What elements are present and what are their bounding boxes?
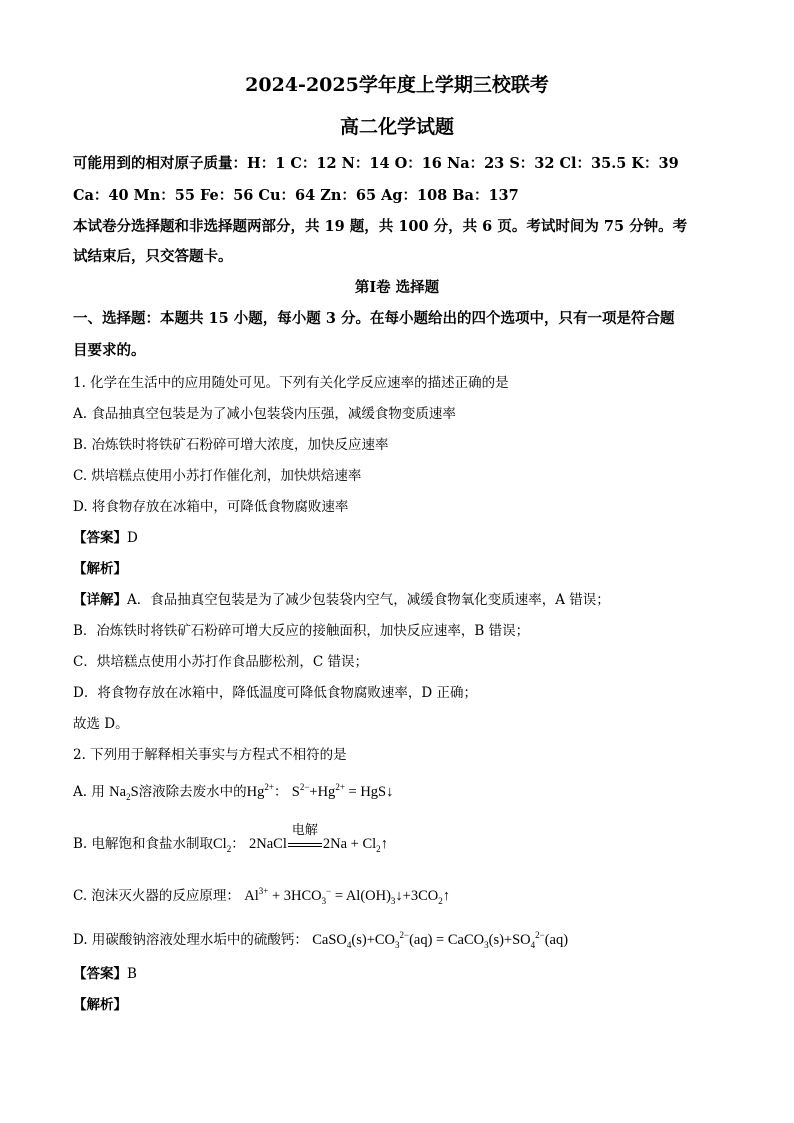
q2-option-a-equation: $S^{2-}+Hg^{2+}$ = HgS↓	[291, 782, 394, 800]
answer-value: B	[127, 966, 137, 982]
exam-title: 2024-2025学年度上学期三校联考	[245, 74, 549, 96]
notice-line2: 试结束后，只交答题卡。	[73, 248, 233, 265]
q2-option-a-reagent: $Na_2S$	[109, 784, 139, 802]
answer-value: D	[127, 530, 138, 546]
q1-option-b: B. 冶炼铁时将铁矿石粉碎可增大浓度，加快反应速率	[73, 437, 389, 453]
q1-detail-a	[73, 588, 610, 608]
analysis-tag: 【解析】	[73, 561, 127, 577]
answer-tag: 【答案】	[73, 966, 127, 982]
q2-stem: 2. 下列用于解释相关事实与方程式不相符的是	[73, 747, 347, 763]
q2-option-a-label2: 溶液除去废水中的	[138, 784, 247, 800]
q2-option-a-label: A. 用	[73, 784, 105, 800]
exam-subtitle: 高二化学试题	[339, 116, 454, 138]
q2-option-d-equation: $CaSO_4(s)+CO_3^{2-}(aq)$ = $CaCO_3(s)+SO_4^{2-}(aq)$	[312, 930, 569, 950]
q2-option-d-label: D. 用碳酸钠溶液处理水垢中的硫酸钙：	[73, 932, 308, 948]
q2-answer	[73, 962, 137, 982]
q2-option-c	[73, 884, 450, 906]
detail-tag: 【详解】	[73, 592, 127, 608]
q2-analysis-tag	[73, 993, 127, 1013]
notice-line1: 本试卷分选择题和非选择题两部分，共 19 题，共 100 分，共 6 页。考试时间为 75 分钟。考	[73, 218, 688, 235]
detail-a-text: A．食品抽真空包装是为了减少包装袋内空气，减缓食物氧化变质速率，A 错误；	[127, 592, 610, 608]
q2-option-b-label: B. 电解饱和食盐水制取	[73, 836, 214, 852]
q2-option-a-ion: $Hg^{2+}$	[246, 782, 274, 800]
section-title: 第Ⅰ卷 选择题	[354, 279, 440, 296]
q1-conclusion: 故选 D。	[73, 716, 129, 732]
q2-option-b-equation: 2NaCl 电解 $2Na + Cl_2↑$	[249, 836, 388, 852]
analysis-tag: 【解析】	[73, 997, 127, 1013]
section-instruction-line2: 目要求的。	[73, 342, 146, 359]
q2-option-b: B. 电解饱和食盐水制取$Cl_2$： 2NaCl 电解 $2Na + Cl_2↑$	[73, 832, 388, 854]
q2-option-c-equation: $Al^{3+} + 3HCO_3^-$ = $Al(OH)_3↓+3CO_2↑$	[244, 886, 450, 906]
q1-stem: 1. 化学在生活中的应用随处可见。下列有关化学反应速率的描述正确的是	[73, 375, 509, 391]
q2-option-d	[73, 928, 568, 950]
q2-option-a: A. 用 $Na_2S$溶液除去废水中的$Hg^{2+}$： $S^{2-}+Hg^{2+}$ = HgS↓	[73, 782, 394, 802]
q1-option-a: A. 食品抽真空包装是为了减小包装袋内压强，减缓食物变质速率	[73, 406, 456, 422]
answer-tag: 【答案】	[73, 530, 127, 546]
section-instruction-line1: 一、选择题：本题共 15 小题，每小题 3 分。在每小题给出的四个选项中，只有一项是符合题	[73, 310, 675, 327]
q1-detail-d: D．将食物存放在冰箱中，降低温度可降低食物腐败速率，D 正确；	[73, 685, 477, 701]
q1-option-d: D. 将食物存放在冰箱中，可降低食物腐败速率	[73, 499, 349, 515]
q1-answer	[73, 526, 138, 546]
atomic-masses-line2: Ca：40 Mn：55 Fe：56 Cu：64 Zn：65 Ag：108 Ba：137	[73, 187, 519, 204]
q1-analysis-tag	[73, 557, 127, 577]
q2-option-b-product: $Cl_2$	[213, 836, 232, 854]
atomic-masses-line1: 可能用到的相对原子质量：H：1 C：12 N：14 O：16 Na：23 S：32 Cl：35.5 K：39	[73, 155, 679, 172]
q1-option-c: C. 烘培糕点使用小苏打作催化剂，加快烘焙速率	[73, 468, 362, 484]
q1-detail-c: C．烘培糕点使用小苏打作食品膨松剂，C 错误；	[73, 654, 368, 670]
electrolysis-condition: 电解	[291, 823, 318, 838]
q2-option-c-label: C. 泡沫灭火器的反应原理：	[73, 888, 240, 904]
q1-detail-b: B．冶炼铁时将铁矿石粉碎可增大反应的接触面积，加快反应速率，B 错误；	[73, 623, 530, 639]
